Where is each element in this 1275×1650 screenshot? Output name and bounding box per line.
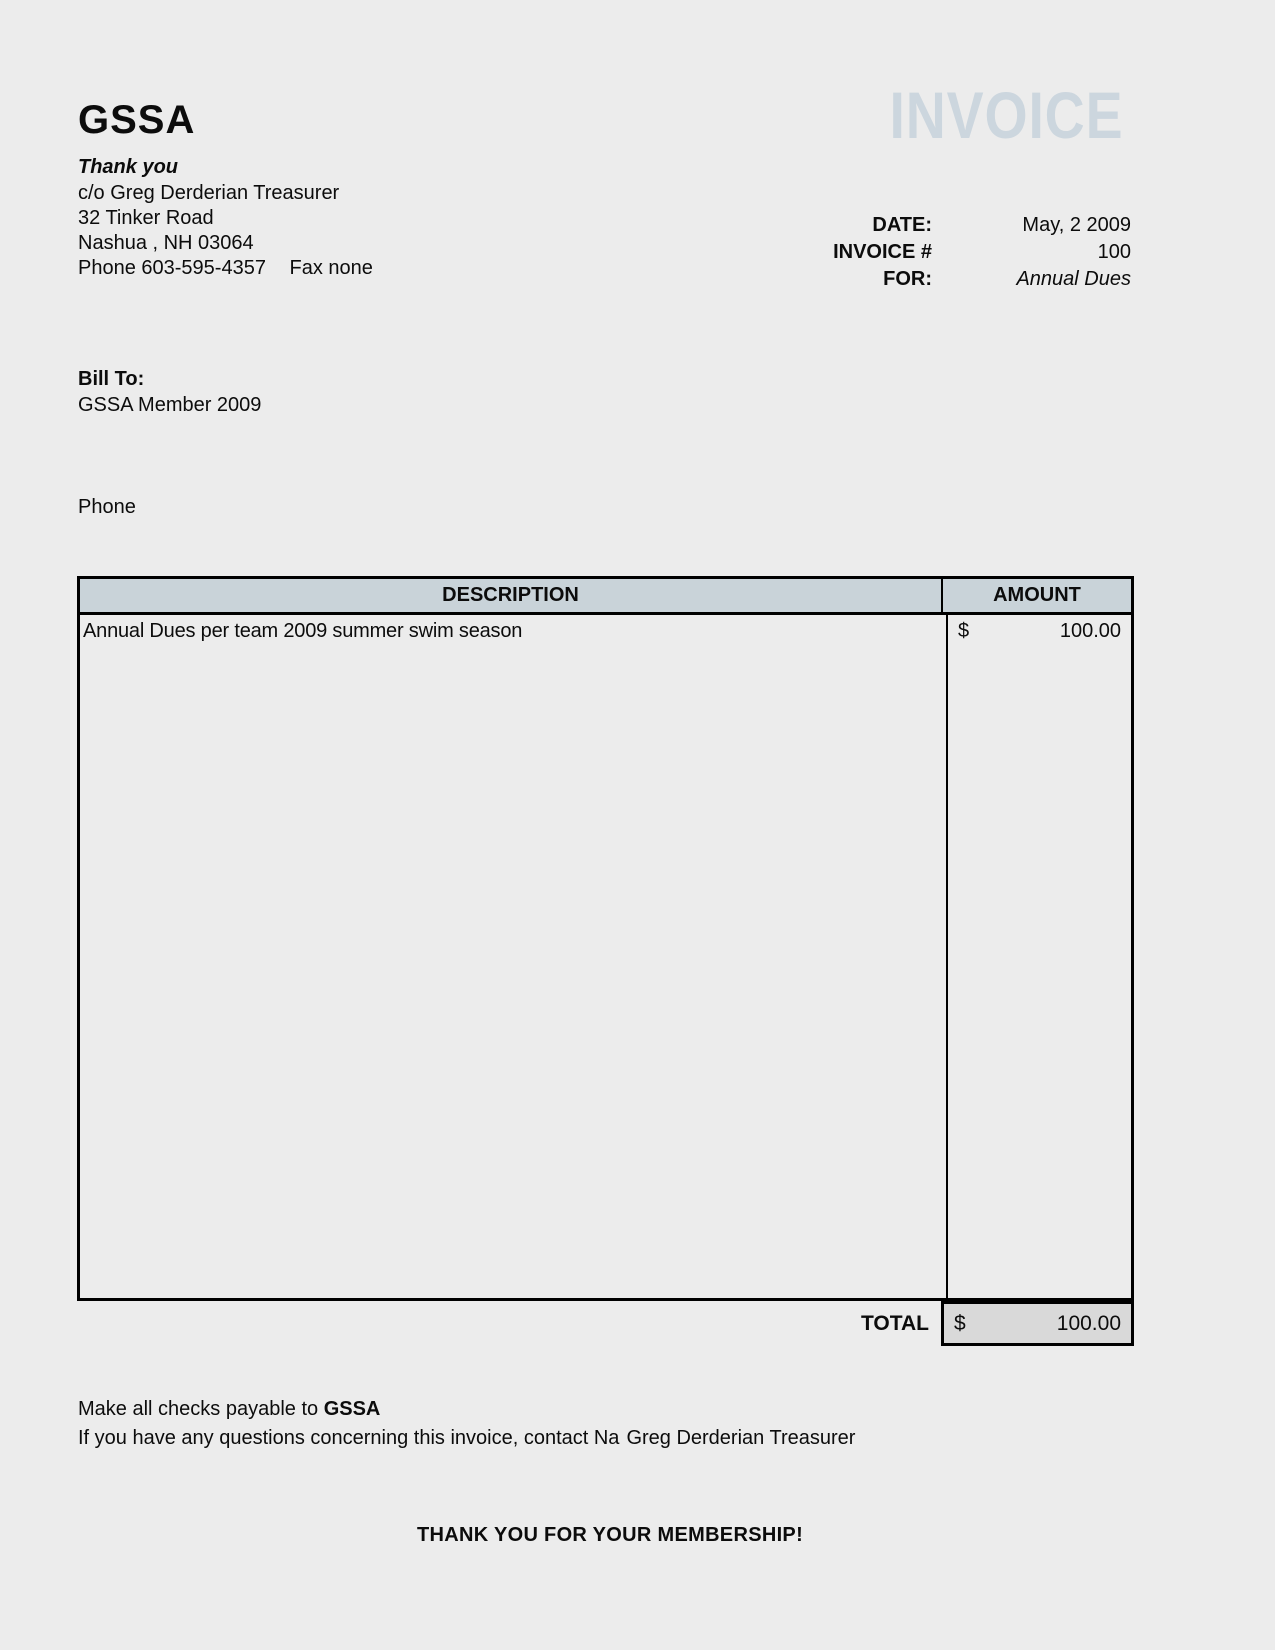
total-currency-symbol: $ (954, 1311, 966, 1335)
bill-to-phone-label: Phone (78, 496, 136, 518)
company-fax: Fax none (289, 257, 373, 279)
phone-fax-line (78, 256, 373, 281)
contact-line (78, 1427, 855, 1450)
contact-text: If you have any questions concerning this invoice, contact Na (78, 1427, 620, 1449)
contact-name: Greg Derderian Treasurer (626, 1427, 856, 1449)
bill-to-label: Bill To: (78, 368, 145, 390)
description-cell: Annual Dues per team 2009 summer swim season (83, 620, 523, 642)
table-header-row (77, 576, 1134, 615)
checks-payee: GSSA (323, 1398, 381, 1420)
meta-value-invoice-number: 100 (1097, 241, 1131, 263)
meta-label-invoice-number: INVOICE # (833, 241, 932, 263)
currency-symbol: $ (958, 620, 970, 642)
checks-payable-line (78, 1398, 380, 1421)
invoice-table (77, 576, 1134, 1346)
closing-message: THANK YOU FOR YOUR MEMBERSHIP! (416, 1524, 804, 1546)
company-address-block (78, 181, 373, 281)
address-line-1: c/o Greg Derderian Treasurer (78, 182, 340, 204)
total-row (77, 1301, 1134, 1346)
invoice-title: INVOICE (889, 78, 1123, 152)
company-name: GSSA (78, 98, 196, 142)
meta-label-for: FOR: (883, 268, 932, 290)
bill-to-section (78, 366, 261, 418)
total-label: TOTAL (860, 1312, 929, 1335)
company-tagline: Thank you (78, 156, 179, 178)
company-phone: Phone 603-595-4357 (78, 257, 266, 279)
checks-payable-text: Make all checks payable to (78, 1398, 324, 1420)
table-body-row (77, 615, 1134, 1301)
meta-label-date: DATE: (872, 214, 932, 236)
meta-value-date: May, 2 2009 (1022, 214, 1131, 236)
meta-value-for: Annual Dues (1016, 268, 1131, 290)
total-amount-box (941, 1301, 1134, 1346)
address-line-2: 32 Tinker Road (78, 207, 214, 229)
amount-value: 100.00 (1059, 620, 1121, 642)
total-amount-value: 100.00 (1056, 1311, 1121, 1335)
amount-column-header: AMOUNT (941, 579, 1131, 612)
bill-to-recipient: GSSA Member 2009 (78, 394, 262, 416)
amount-cell (946, 615, 1131, 1298)
invoice-meta (833, 212, 1131, 293)
description-column-header: DESCRIPTION (442, 584, 579, 606)
address-line-3: Nashua , NH 03064 (78, 232, 254, 254)
